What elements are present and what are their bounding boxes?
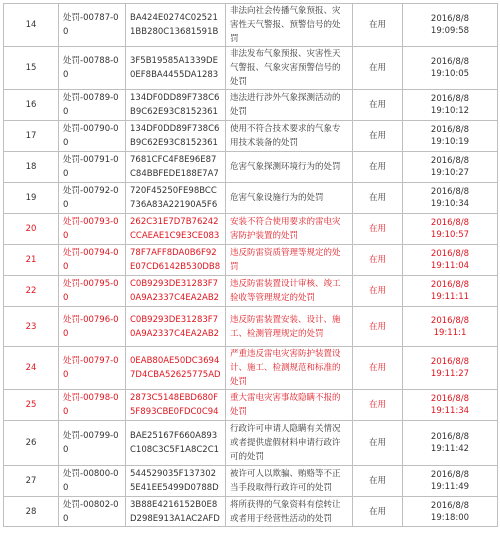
item-id: BAE25167F660A893C108C3C5F1A8C2C1 bbox=[130, 431, 220, 455]
row-number: 16 bbox=[25, 100, 37, 110]
penalty-items-table bbox=[3, 3, 498, 527]
row-number-cell bbox=[4, 347, 59, 390]
table-row bbox=[4, 347, 498, 390]
status-cell bbox=[353, 497, 403, 527]
updated-datetime-time: 19:10:05 bbox=[430, 69, 470, 79]
penalty-code-cell bbox=[59, 466, 126, 497]
row-number-cell bbox=[4, 497, 59, 527]
table-row bbox=[4, 47, 498, 90]
status-cell bbox=[353, 347, 403, 390]
status: 在用 bbox=[368, 224, 386, 234]
penalty-description: 违法进行涉外气象探测活动的处罚 bbox=[230, 93, 341, 117]
updated-datetime-date: 2016/8/8 bbox=[430, 394, 470, 404]
item-id-cell bbox=[126, 390, 226, 421]
status: 在用 bbox=[368, 286, 386, 296]
item-id-cell bbox=[126, 421, 226, 466]
item-id-cell bbox=[126, 47, 226, 90]
penalty-code-cell bbox=[59, 276, 126, 307]
status-cell bbox=[353, 90, 403, 121]
updated-datetime-cell bbox=[403, 4, 498, 47]
row-number-cell bbox=[4, 183, 59, 214]
penalty-code-cell bbox=[59, 421, 126, 466]
status: 在用 bbox=[368, 20, 386, 30]
status-cell bbox=[353, 245, 403, 276]
updated-datetime-time: 19:11:42 bbox=[430, 444, 470, 454]
penalty-code-cell bbox=[59, 214, 126, 245]
item-id-cell bbox=[126, 90, 226, 121]
penalty-code-cell bbox=[59, 347, 126, 390]
penalty-description-cell bbox=[226, 152, 353, 183]
item-id: C0B9293DE31283F70A9A2337C4EA2AB2 bbox=[130, 314, 220, 339]
item-id-cell bbox=[126, 276, 226, 307]
penalty-description: 危害气象探测环境行为的处罚 bbox=[230, 162, 341, 172]
row-number: 19 bbox=[25, 193, 37, 203]
penalty-code: 处罚-00787-00 bbox=[63, 13, 119, 37]
item-id: 3F5B19585A1339DE0EF8BA4455DA1283 bbox=[130, 56, 219, 80]
status: 在用 bbox=[368, 438, 386, 448]
updated-datetime-time: 19:10:57 bbox=[430, 230, 470, 240]
updated-datetime-cell bbox=[403, 245, 498, 276]
updated-datetime-date: 2016/8/8 bbox=[430, 94, 470, 104]
penalty-code-cell bbox=[59, 4, 126, 47]
updated-datetime-date: 2016/8/8 bbox=[430, 57, 470, 67]
status-cell bbox=[353, 307, 403, 347]
penalty-code-cell bbox=[59, 90, 126, 121]
penalty-code: 处罚-00791-00 bbox=[63, 155, 119, 179]
updated-datetime-time: 19:10:19 bbox=[430, 137, 470, 147]
item-id-cell bbox=[126, 4, 226, 47]
penalty-code: 处罚-00799-00 bbox=[63, 431, 119, 455]
penalty-code: 处罚-00789-00 bbox=[63, 93, 119, 117]
item-id: 134DF0DD89F738C6B9C62E93C8152361 bbox=[130, 124, 220, 148]
status: 在用 bbox=[368, 400, 386, 410]
penalty-description-cell bbox=[226, 183, 353, 214]
status: 在用 bbox=[368, 321, 386, 332]
item-id: 134DF0DD89F738C6B9C62E93C8152361 bbox=[130, 93, 220, 117]
updated-datetime-date: 2016/8/8 bbox=[430, 357, 470, 367]
status-cell bbox=[353, 152, 403, 183]
penalty-description: 被许可人以欺骗、贿赂等不正当手段取得行政许可的处罚 bbox=[230, 469, 341, 493]
row-number-cell bbox=[4, 152, 59, 183]
row-number-cell bbox=[4, 121, 59, 152]
row-number: 22 bbox=[25, 286, 37, 296]
updated-datetime-cell bbox=[403, 121, 498, 152]
item-id: 544529035F1373025E41EE5499D0788D bbox=[130, 469, 219, 493]
penalty-code: 处罚-00795-00 bbox=[63, 279, 119, 303]
penalty-description: 将所获得的气象资料有偿转让或者用于经营性活动的处罚 bbox=[230, 499, 341, 524]
penalty-code: 处罚-00792-00 bbox=[63, 186, 119, 210]
updated-datetime-cell bbox=[403, 214, 498, 245]
item-id: C0B9293DE31283F70A9A2337C4EA2AB2 bbox=[130, 279, 220, 303]
penalty-description: 行政许可申请人隐瞒有关情况或者提供虚假材料申请行政许可的处罚 bbox=[230, 424, 341, 462]
row-number: 15 bbox=[25, 63, 37, 73]
status-cell bbox=[353, 183, 403, 214]
updated-datetime-cell bbox=[403, 390, 498, 421]
penalty-code-cell bbox=[59, 152, 126, 183]
updated-datetime-date: 2016/8/8 bbox=[430, 249, 470, 259]
penalty-description: 重大雷电灾害事故隐瞒不报的处罚 bbox=[230, 393, 341, 417]
updated-datetime-date: 2016/8/8 bbox=[430, 187, 470, 197]
table-row bbox=[4, 4, 498, 47]
row-number-cell bbox=[4, 307, 59, 347]
penalty-code: 处罚-00794-00 bbox=[63, 248, 119, 272]
penalty-code-cell bbox=[59, 245, 126, 276]
penalty-code: 处罚-00793-00 bbox=[63, 217, 119, 241]
penalty-description-cell bbox=[226, 214, 353, 245]
item-id-cell bbox=[126, 183, 226, 214]
penalty-code-cell bbox=[59, 390, 126, 421]
penalty-description-cell bbox=[226, 390, 353, 421]
row-number: 24 bbox=[25, 363, 37, 373]
updated-datetime-date: 2016/8/8 bbox=[430, 470, 470, 480]
row-number: 23 bbox=[25, 321, 37, 332]
penalty-description: 非法发布气象预报、灾害性天气警报、气象灾害预警信号的处罚 bbox=[230, 49, 341, 87]
updated-datetime-time: 19:11:49 bbox=[430, 482, 470, 492]
row-number: 18 bbox=[25, 162, 37, 172]
penalty-description-cell bbox=[226, 466, 353, 497]
updated-datetime-cell bbox=[403, 421, 498, 466]
status-cell bbox=[353, 4, 403, 47]
updated-datetime-time: 19:18:00 bbox=[430, 512, 470, 523]
penalty-description: 严重违反雷电灾害防护装置设计、施工、检测规范和标准的处罚 bbox=[230, 349, 341, 387]
penalty-description: 安装不符合使用要求的雷电灾害防护装置的处罚 bbox=[230, 217, 341, 241]
updated-datetime-cell bbox=[403, 90, 498, 121]
updated-datetime-cell bbox=[403, 152, 498, 183]
status: 在用 bbox=[368, 193, 386, 203]
status: 在用 bbox=[368, 476, 386, 486]
item-id-cell bbox=[126, 245, 226, 276]
updated-datetime-date: 2016/8/8 bbox=[430, 156, 470, 166]
item-id-cell bbox=[126, 466, 226, 497]
updated-datetime-time: 19:09:58 bbox=[430, 26, 470, 36]
table-row bbox=[4, 390, 498, 421]
penalty-code: 处罚-00798-00 bbox=[63, 393, 119, 417]
updated-datetime-time: 19:10:27 bbox=[430, 168, 470, 178]
penalty-description-cell bbox=[226, 90, 353, 121]
row-number: 28 bbox=[25, 506, 37, 517]
status-cell bbox=[353, 47, 403, 90]
row-number: 25 bbox=[25, 400, 37, 410]
item-id-cell bbox=[126, 307, 226, 347]
status-cell bbox=[353, 421, 403, 466]
penalty-description: 违反防雷资质管理等规定的处罚 bbox=[230, 248, 341, 272]
updated-datetime-date: 2016/8/8 bbox=[430, 125, 470, 135]
updated-datetime-cell bbox=[403, 497, 498, 527]
penalty-description: 违反防雷装置设计审核、竣工验收等管理规定的处罚 bbox=[230, 279, 341, 303]
updated-datetime-time: 19:10:34 bbox=[430, 199, 470, 209]
penalty-description-cell bbox=[226, 497, 353, 527]
penalty-description-cell bbox=[226, 47, 353, 90]
table-row bbox=[4, 421, 498, 466]
item-id-cell bbox=[126, 152, 226, 183]
status: 在用 bbox=[368, 100, 386, 110]
table-row bbox=[4, 245, 498, 276]
row-number-cell bbox=[4, 276, 59, 307]
row-number-cell bbox=[4, 466, 59, 497]
updated-datetime-cell bbox=[403, 183, 498, 214]
row-number-cell bbox=[4, 90, 59, 121]
updated-datetime-time: 19:11:11 bbox=[430, 292, 470, 302]
updated-datetime-time: 19:11:27 bbox=[430, 369, 470, 379]
item-id: 0EAB80AE50DC36947D4CBA52625775AD bbox=[130, 356, 221, 380]
item-id-cell bbox=[126, 347, 226, 390]
penalty-code: 处罚-00800-00 bbox=[63, 469, 119, 493]
status: 在用 bbox=[368, 63, 386, 73]
updated-datetime-date: 2016/8/8 bbox=[430, 432, 470, 442]
row-number-cell bbox=[4, 47, 59, 90]
row-number: 17 bbox=[25, 131, 37, 141]
status-cell bbox=[353, 276, 403, 307]
row-number-cell bbox=[4, 421, 59, 466]
updated-datetime-cell bbox=[403, 466, 498, 497]
status: 在用 bbox=[368, 363, 386, 373]
row-number-cell bbox=[4, 390, 59, 421]
table-row bbox=[4, 90, 498, 121]
penalty-description-cell bbox=[226, 4, 353, 47]
penalty-description-cell bbox=[226, 307, 353, 347]
status: 在用 bbox=[368, 506, 386, 517]
penalty-description: 违反防雷装置安装、设计、施工、检测管理规定的处罚 bbox=[230, 314, 341, 339]
updated-datetime-time: 19:11:1 bbox=[433, 327, 467, 338]
penalty-description: 非法向社会传播气象预报、灾害性天气警报、预警信号的处罚 bbox=[230, 6, 341, 44]
updated-datetime-time: 19:10:12 bbox=[430, 106, 470, 116]
penalty-code: 处罚-00788-00 bbox=[63, 56, 119, 80]
item-id: 3B88E4216152B0E8D298E913A1AC2AFD bbox=[130, 499, 220, 524]
penalty-description-cell bbox=[226, 347, 353, 390]
table-row bbox=[4, 214, 498, 245]
penalty-code-cell bbox=[59, 47, 126, 90]
table-row bbox=[4, 183, 498, 214]
item-id: 2873C5148EBD680F5F893CBE0FDC0C94 bbox=[130, 393, 219, 417]
updated-datetime-cell bbox=[403, 276, 498, 307]
row-number: 21 bbox=[25, 255, 37, 265]
table-row bbox=[4, 121, 498, 152]
penalty-code-cell bbox=[59, 497, 126, 527]
row-number-cell bbox=[4, 245, 59, 276]
updated-datetime-date: 2016/8/8 bbox=[430, 218, 470, 228]
status: 在用 bbox=[368, 131, 386, 141]
item-id-cell bbox=[126, 121, 226, 152]
penalty-description-cell bbox=[226, 245, 353, 276]
status: 在用 bbox=[368, 162, 386, 172]
penalty-code: 处罚-00797-00 bbox=[63, 356, 119, 380]
row-number: 27 bbox=[25, 476, 37, 486]
penalty-code-cell bbox=[59, 183, 126, 214]
table-row bbox=[4, 276, 498, 307]
table-row bbox=[4, 152, 498, 183]
updated-datetime-cell bbox=[403, 307, 498, 347]
penalty-code: 处罚-00790-00 bbox=[63, 124, 119, 148]
row-number-cell bbox=[4, 214, 59, 245]
item-id-cell bbox=[126, 497, 226, 527]
item-id: 720F45250FE98BCC736A83A22190A5F6 bbox=[130, 186, 218, 210]
row-number: 20 bbox=[25, 224, 37, 234]
table-body bbox=[4, 4, 498, 527]
status-cell bbox=[353, 214, 403, 245]
penalty-code: 处罚-00802-00 bbox=[63, 499, 119, 524]
updated-datetime-date: 2016/8/8 bbox=[430, 280, 470, 290]
updated-datetime-date: 2016/8/8 bbox=[430, 14, 470, 24]
penalty-description-cell bbox=[226, 421, 353, 466]
item-id: 7681CFC4F8E96E87C84BBFEDE188E7A7 bbox=[130, 155, 219, 179]
row-number: 14 bbox=[25, 20, 37, 30]
status-cell bbox=[353, 466, 403, 497]
updated-datetime-time: 19:11:34 bbox=[430, 406, 470, 416]
updated-datetime-time: 19:11:04 bbox=[430, 261, 470, 271]
status-cell bbox=[353, 390, 403, 421]
penalty-description: 使用不符合技术要求的气象专用技术装备的处罚 bbox=[230, 124, 341, 148]
table-row bbox=[4, 466, 498, 497]
item-id: BA424E0274C025211BB280C13681591B bbox=[130, 13, 219, 37]
status: 在用 bbox=[368, 255, 386, 265]
updated-datetime-cell bbox=[403, 347, 498, 390]
penalty-code: 处罚-00796-00 bbox=[63, 314, 119, 339]
penalty-description: 危害气象设施行为的处罚 bbox=[230, 193, 324, 203]
item-id: 262C31E7D7B76242CCAEAE1C9E3CE083 bbox=[130, 217, 220, 241]
item-id-cell bbox=[126, 214, 226, 245]
penalty-code-cell bbox=[59, 121, 126, 152]
updated-datetime-date: 2016/8/8 bbox=[430, 315, 470, 326]
updated-datetime-date: 2016/8/8 bbox=[430, 500, 470, 511]
penalty-description-cell bbox=[226, 276, 353, 307]
penalty-description-cell bbox=[226, 121, 353, 152]
row-number-cell bbox=[4, 4, 59, 47]
row-number: 26 bbox=[25, 438, 37, 448]
status-cell bbox=[353, 121, 403, 152]
updated-datetime-cell bbox=[403, 47, 498, 90]
penalty-code-cell bbox=[59, 307, 126, 347]
table-row bbox=[4, 497, 498, 527]
table-row bbox=[4, 307, 498, 347]
item-id: 78F7AFF8DA0B6F92E07CD6142B530DB8 bbox=[130, 248, 221, 272]
